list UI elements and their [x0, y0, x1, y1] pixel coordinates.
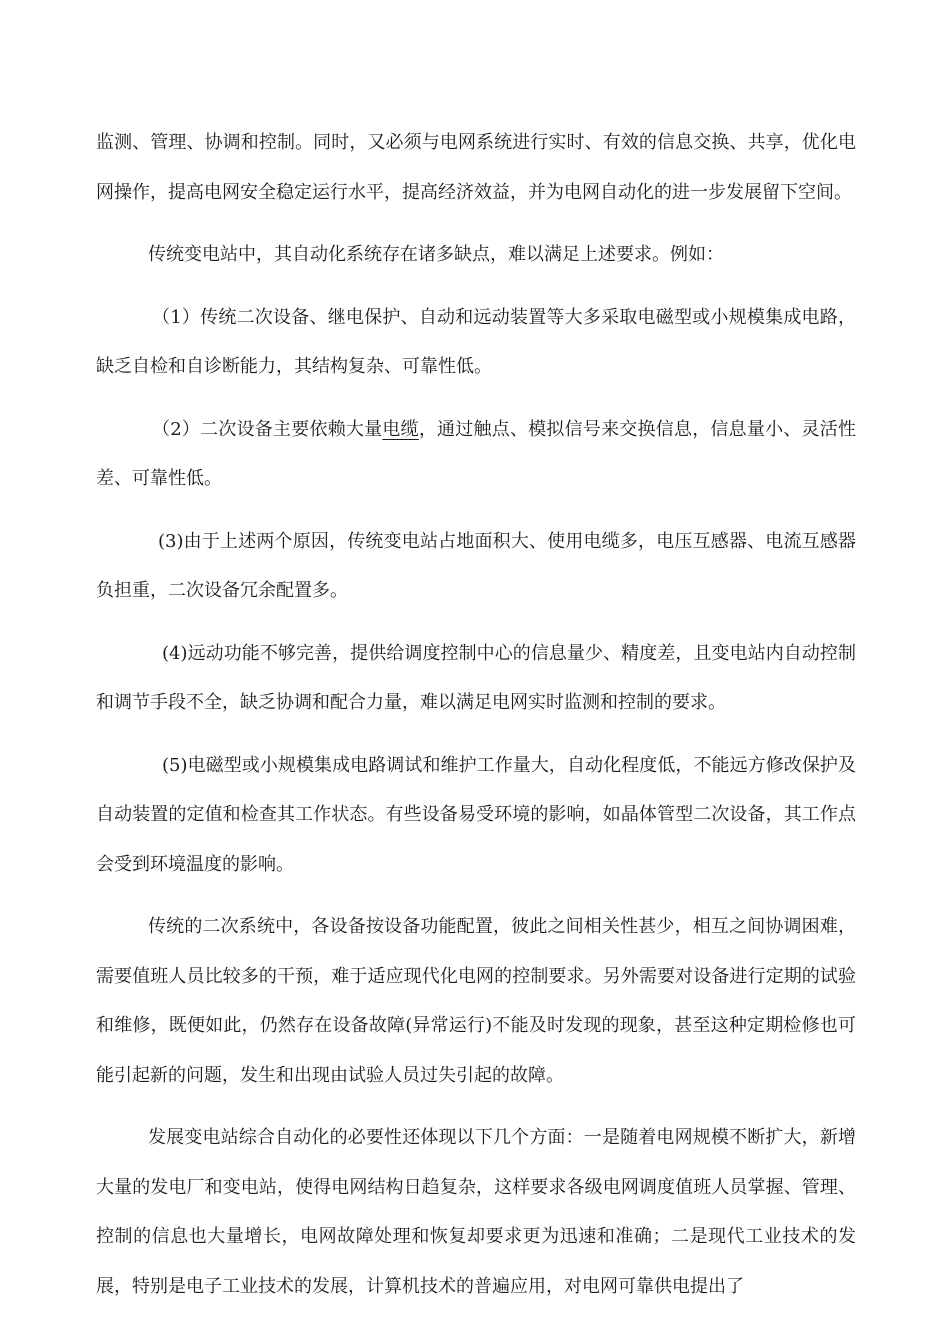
paragraph-continuation: 监测、管理、协调和控制。同时，又必须与电网系统进行实时、有效的信息交换、共享，优化电网操作，提高电网安全稳定运行水平，提高经济效益，并为电网自动化的进一步发展留下空间。 — [96, 132, 856, 203]
list-item-3: (3)由于上述两个原因，传统变电站占地面积大、使用电缆多，电压互感器、电流互感器负担重，二次设备冗余配置多。 — [96, 530, 856, 601]
paragraph-traditional-secondary-system: 传统的二次系统中，各设备按设备功能配置，彼此之间相关性甚少，相互之间协调困难，需要值班人员比较多的干预，难于适应现代化电网的控制要求。另外需要对设备进行定期的试验和维修，既便如此，仍然存在设备故障(异常运行)不能及时发现的现象，甚至这种定期检修也可能引起新的问题，发生和出现由试验人员过失引起的故障。 — [96, 916, 856, 1086]
list-item-2-after: ，通过触点、模拟信号来交换信息，信息量小、灵活性差、可靠性低。 — [96, 418, 856, 489]
list-item-4: (4)远动功能不够完善，提供给调度控制中心的信息量少、精度差，且变电站内自动控制和调节手段不全，缺乏协调和配合力量，难以满足电网实时监测和控制的要求。 — [96, 642, 856, 713]
list-item-2 — [96, 405, 856, 504]
list-item-2-before: （2）二次设备主要依赖大量 — [152, 418, 383, 440]
document-page — [96, 118, 856, 1324]
list-item-1: （1）传统二次设备、继电保护、自动和远动装置等大多采取电磁型或小规模集成电路，缺乏自检和自诊断能力，其结构复杂、可靠性低。 — [96, 306, 856, 377]
cable-underlined-term: 电缆 — [382, 418, 419, 440]
paragraph-intro-shortcomings: 传统变电站中，其自动化系统存在诸多缺点，难以满足上述要求。例如： — [148, 244, 724, 265]
paragraph-necessity: 发展变电站综合自动化的必要性还体现以下几个方面：一是随着电网规模不断扩大，新增大量的发电厂和变电站，使得电网结构日趋复杂，这样要求各级电网调度值班人员掌握、管理、控制的信息也大量增长，电网故障处理和恢复却要求更为迅速和准确；二是现代工业技术的发展，特别是电子工业技术的发展，计算机技术的普遍应用，对电网可靠供电提出了 — [96, 1127, 856, 1297]
list-item-5: (5)电磁型或小规模集成电路调试和维护工作量大，自动化程度低，不能远方修改保护及自动装置的定值和检查其工作状态。有些设备易受环境的影响，如晶体管型二次设备，其工作点会受到环境温度的影响。 — [96, 754, 856, 875]
